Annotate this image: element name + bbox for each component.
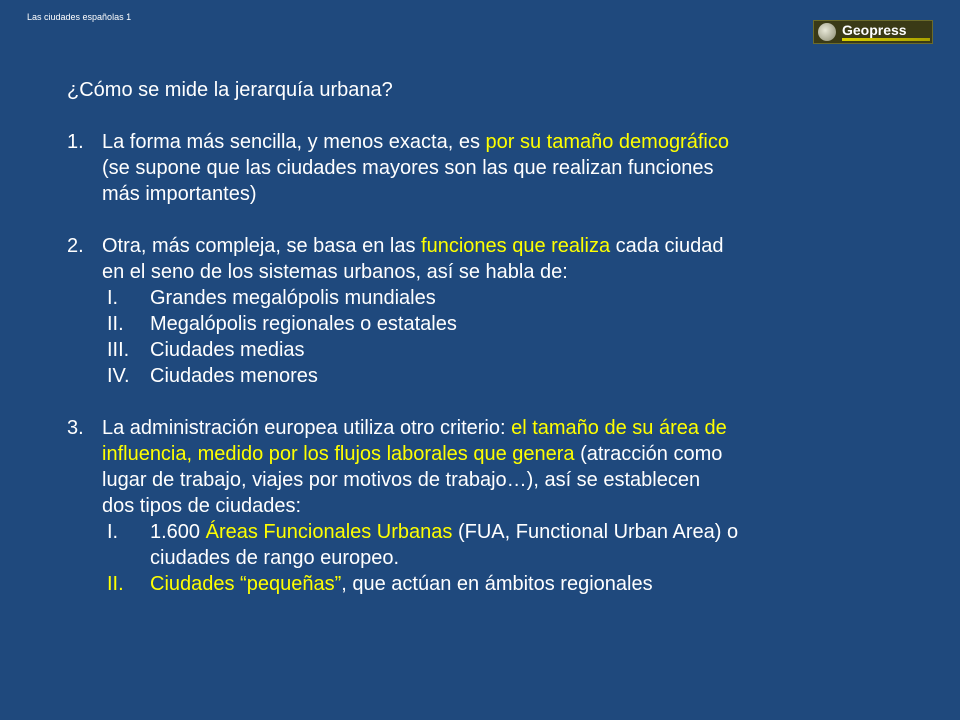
highlight-text: influencia, medido por los flujos laborales que genera [102, 443, 575, 465]
highlight-text: Áreas Funcionales Urbanas [205, 521, 453, 543]
sub-item [107, 285, 867, 311]
sub-item-text: 1.600 [150, 521, 206, 543]
list-item-1 [67, 129, 867, 207]
highlight-text: Ciudades “pequeñas” [150, 573, 342, 595]
item-text: (se supone que las ciudades mayores son las que realizan funciones [102, 157, 714, 179]
highlight-text: por su tamaño demográfico [485, 131, 729, 153]
slide-header-label: Las ciudades españolas 1 [27, 12, 132, 22]
item-text: dos tipos de ciudades: [102, 495, 302, 517]
item-number: 3. [67, 417, 84, 439]
sub-item-text: Grandes megalópolis mundiales [150, 287, 436, 309]
item-text: en el seno de los sistemas urbanos, así se habla de: [102, 261, 568, 283]
sub-item-text: (FUA, Functional Urban Area) o [452, 521, 739, 543]
item-text: más importantes) [102, 183, 257, 205]
sub-item-number: III. [107, 339, 130, 361]
sub-item-number: IV. [107, 365, 130, 387]
highlight-text: el tamaño de su área de [511, 417, 727, 439]
item-text: (atracción como [574, 443, 723, 465]
slide-body [67, 77, 867, 597]
item-text: lugar de trabajo, viajes por motivos de trabajo…), así se establecen [102, 469, 701, 491]
sub-item [107, 519, 867, 571]
item-text: La administración europea utiliza otro criterio: [102, 417, 512, 439]
logo-underline [842, 38, 930, 41]
sub-item [107, 363, 867, 389]
slide-title: ¿Cómo se mide la jerarquía urbana? [67, 79, 393, 101]
sub-item-text: Ciudades medias [150, 339, 305, 361]
sub-item [107, 571, 867, 597]
globe-icon [818, 23, 836, 41]
sub-item-text: ciudades de rango europeo. [150, 547, 400, 569]
item-number: 2. [67, 235, 84, 257]
item-text: cada ciudad [610, 235, 724, 257]
list-item-2 [67, 233, 867, 285]
item-text: La forma más sencilla, y menos exacta, es [102, 131, 486, 153]
sub-item [107, 311, 867, 337]
list-item-3 [67, 415, 867, 519]
item-number: 1. [67, 131, 84, 153]
sub-item-text: , que actúan en ámbitos regionales [341, 573, 653, 595]
logo-text: Geopress [842, 22, 907, 38]
item-text: Otra, más compleja, se basa en las [102, 235, 422, 257]
highlight-text: funciones que realiza [421, 235, 611, 257]
sub-item-text: Megalópolis regionales o estatales [150, 313, 457, 335]
sub-item-number: I. [107, 521, 119, 543]
geopress-logo [813, 20, 933, 44]
sub-item-text: Ciudades menores [150, 365, 318, 387]
sub-item [107, 337, 867, 363]
sub-item-number: II. [107, 313, 124, 335]
sub-item-number: I. [107, 287, 119, 309]
sub-item-number: II. [107, 573, 124, 595]
